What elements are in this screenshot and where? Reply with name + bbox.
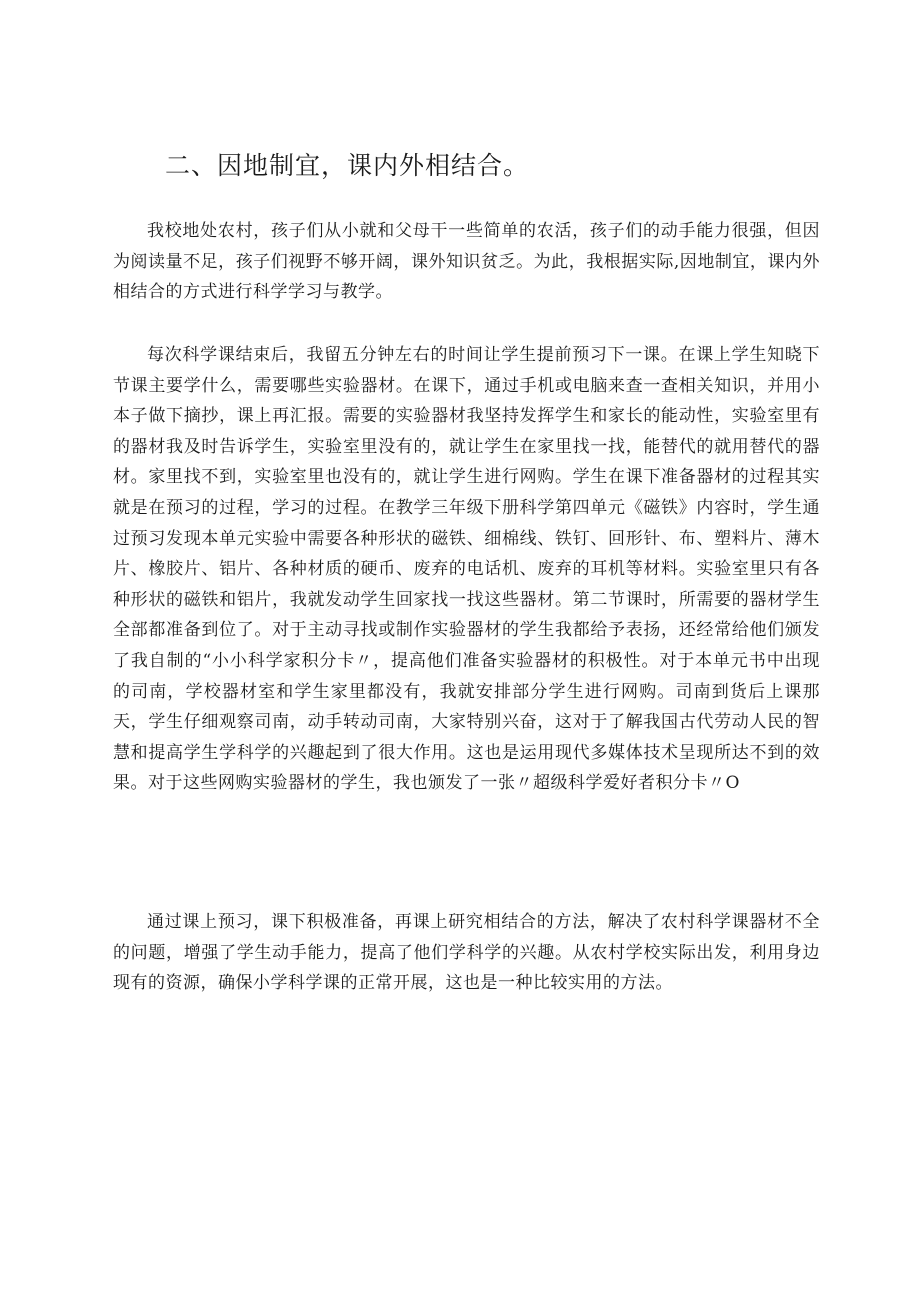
paragraph-preview-practice: 每次科学课结束后，我留五分钟左右的时间让学生提前预习下一课。在课上学生知晓下节课主要学什么，需要哪些实验器材。在课下，通过手机或电脑来查一查相关知识，并用小本子做下摘抄，课上再汇报。需要的实验器材我坚持发挥学生和家长的能动性，实验室里有的器材我及时告诉学生，实验室里没有的，就让学生在家里找一找，能替代的就用替代的器材。家里找不到，实验室里也没有的，就让学生进行网购。学生在课下准备器材的过程其实就是在预习的过程，学习的过程。在教学三年级下册科学第四单元《磁铁》内容时，学生通过预习发现本单元实验中需要各种形状的磁铁、细棉线、铁钉、回形针、布、塑料片、薄木片、橡胶片、铝片、各种材质的硬币、废弃的电话机、废弃的耳机等材料。实验室里只有各种形状的磁铁和铝片，我就发动学生回家找一找这些器材。第二节课时，所需要的器材学生全部都准备到位了。对于主动寻找或制作实验器材的学生我都给予表扬，还经常给他们颁发了我自制的“小小科学家积分卡〃，提高他们准备实验器材的积极性。对于本单元书中出现的司南，学校器材室和学生家里都没有，我就安排部分学生进行网购。司南到货后上课那天，学生仔细观察司南，动手转动司南，大家特别兴奋，这对于了解我国古代劳动人民的智慧和提高学生学科学的兴趣起到了很大作用。这也是运用现代多媒体技术呈现所达不到的效果。对于这些网购实验器材的学生，我也颁发了一张〃超级科学爱好者积分卡〃O (113, 345, 820, 794)
paragraph-intro: 我校地处农村，孩子们从小就和父母干一些简单的农活，孩子们的动手能力很强，但因为阅读量不足，孩子们视野不够开阔，课外知识贫乏。为此，我根据实际,因地制宜，课内外相结合的方式进行科学学习与教学。 (113, 221, 820, 303)
paragraph-conclusion: 通过课上预习，课下积极准备，再课上研究相结合的方法，解决了农村科学课器材不全的问题，增强了学生动手能力，提高了他们学科学的兴趣。从农村学校实际出发，利用身边现有的资源，确保小学科学课的正常开展，这也是一种比较实用的方法。 (113, 912, 820, 994)
section-heading: 二、因地制宜，课内外相结合。 (165, 151, 530, 180)
